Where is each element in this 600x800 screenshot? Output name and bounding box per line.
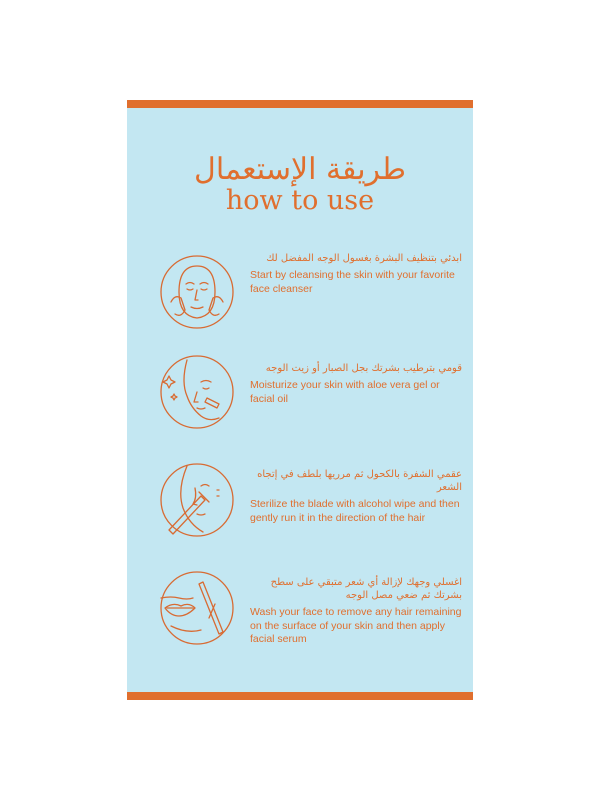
title-arabic: طريقة الإستعمال xyxy=(194,152,406,187)
step-3-english: Sterilize the blade with alcohol wipe and then gently run it in the direction of the hair xyxy=(250,498,460,524)
step-1 xyxy=(157,252,467,332)
step-2-arabic: قومي بترطيب بشرتك بجل الصبار أو زيت الوجه xyxy=(265,363,462,374)
step-4-english: Wash your face to remove any hair remaining on the surface of your skin and then apply facial serum xyxy=(250,606,462,645)
step-3-arabic: عقمي الشفرة بالكحول ثم مرريها بلطف في إتجاه الشعر xyxy=(257,469,462,493)
title-english: how to use xyxy=(225,185,375,216)
step-4-arabic: اغسلي وجهك لإزالة أي شعر متبقي على سطح بشرتك ثم ضعي مصل الوجه xyxy=(270,577,462,601)
top-accent-bar xyxy=(127,100,473,108)
step-4 xyxy=(157,568,467,648)
step-2 xyxy=(157,352,467,432)
step-3 xyxy=(157,460,467,540)
face-cleansing-icon xyxy=(157,252,237,332)
how-to-use-card xyxy=(127,100,473,700)
face-moisturize-icon xyxy=(157,352,237,432)
blade-shave-icon xyxy=(157,460,237,540)
face-wash-serum-icon xyxy=(157,568,237,648)
bottom-accent-bar xyxy=(127,692,473,700)
step-1-arabic: ابدئي بتنظيف البشرة بغسول الوجه المفضل لك xyxy=(266,253,462,264)
step-1-english: Start by cleansing the skin with your favorite face cleanser xyxy=(250,269,455,295)
step-2-english: Moisturize your skin with aloe vera gel or facial oil xyxy=(250,379,440,405)
